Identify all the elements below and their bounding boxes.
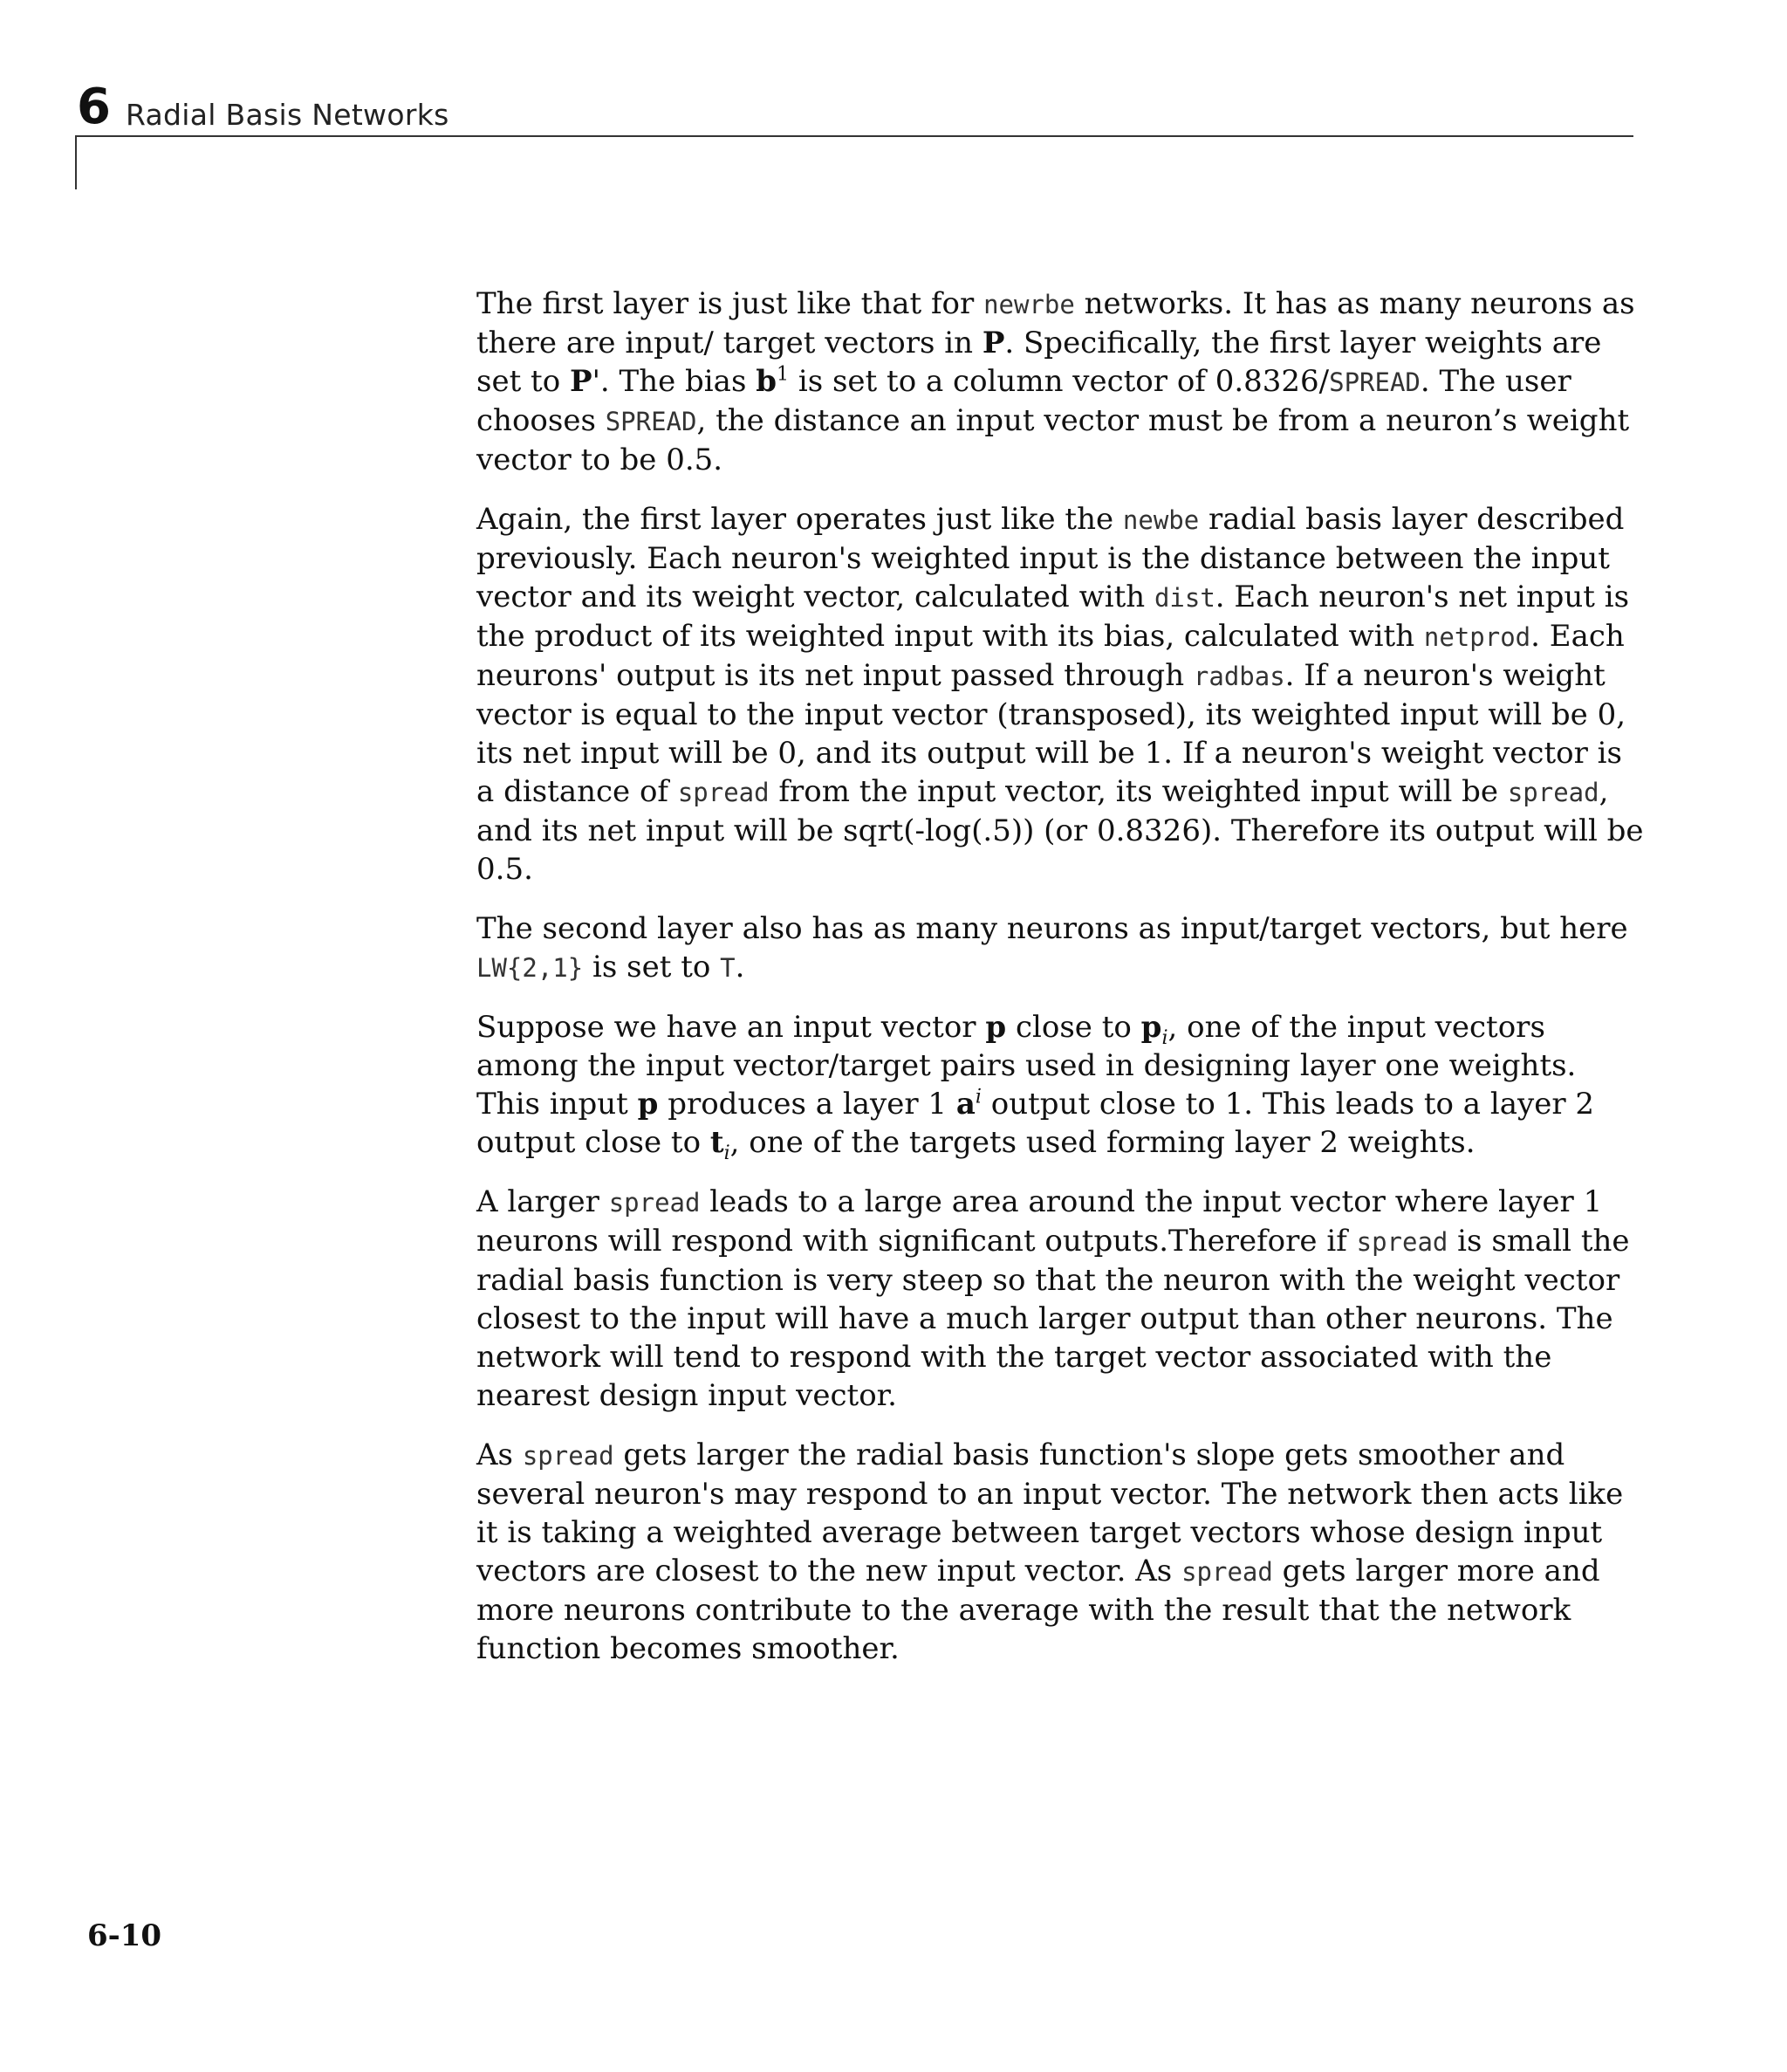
bold-symbol: p	[1140, 1010, 1162, 1045]
code-term: spread	[1507, 778, 1599, 807]
paragraph-6: As spread gets larger the radial basis function's slope gets smoother and several neuron's may respond to an input vector. The network then acts like it is taking a weighted average between target vectors whose design input vectors are closest to the new input vector. As spread gets larger more and more neurons contribute to the average with the result that the network function becomes smoother.	[476, 1437, 1624, 1666]
body-text	[476, 285, 1646, 1689]
code-term: spread	[1181, 1557, 1273, 1587]
superscript: i	[975, 1085, 982, 1108]
page-header	[77, 77, 1633, 138]
paragraph-3: The second layer also has as many neurons as input/target vectors, but here LW{2,1} is set to T.	[476, 911, 1628, 985]
code-term: SPREAD	[1329, 367, 1421, 397]
subscript: i	[1161, 1026, 1168, 1049]
code-term: radbas	[1193, 662, 1285, 691]
code-term: spread	[1356, 1227, 1448, 1257]
code-term: netprod	[1423, 622, 1531, 652]
code-term: SPREAD	[605, 407, 697, 436]
code-term: newrbe	[983, 290, 1075, 319]
bold-symbol: b	[756, 364, 777, 399]
code-term: spread	[677, 778, 770, 807]
paragraph-1: The first layer is just like that for newrbe networks. It has as many neurons as there are input/ target vectors in P. Specifically, the first layer weights are set to P'. The bias $b^1$ is set to a column vector of 0.8326/SPREAD. The user chooses SPREAD, the distance an input vector must be from a neuron’s weight vector to be 0.5.	[476, 286, 1635, 477]
code-term: dist	[1154, 583, 1215, 613]
bold-symbol: P	[982, 326, 1005, 360]
bold-symbol: P	[569, 364, 592, 399]
code-term: LW{2,1}	[476, 953, 584, 983]
paragraph-4: Suppose we have an input vector p close to $p_i$, one of the input vectors among the input vector/target pairs used in designing layer one weights. This input p produces a layer 1 $a^i$ output close to 1. This leads to a layer 2 output close to $t_i$, one of the targets used forming layer 2 weights.	[476, 1010, 1595, 1164]
code-term: spread	[608, 1188, 701, 1218]
bold-symbol: p	[637, 1087, 659, 1122]
subscript: i	[723, 1141, 730, 1164]
superscript: 1	[776, 362, 790, 386]
chapter-number: 6	[77, 79, 111, 135]
bold-symbol: t	[709, 1125, 724, 1160]
code-term: T	[720, 953, 736, 983]
bold-symbol: p	[985, 1010, 1007, 1045]
paragraph-2: Again, the first layer operates just like the newbe radial basis layer described previously. Each neuron's weighted input is the distance between the input vector and its weight vector, calculated with dist. Each neuron's net input is the product of its weighted input with its bias, calculated with netprod. Each neurons' output is its net input passed through radbas. If a neuron's weight vector is equal to the input vector (transposed), its weighted input will be 0, its net input will be 0, and its output will be 1. If a neuron's weight vector is a distance of spread from the input vector, its weighted input will be spread, and its net input will be sqrt(-log(.5)) (or 0.8326). Therefore its output will be 0.5.	[476, 502, 1644, 887]
paragraph-5: A larger spread leads to a large area around the input vector where layer 1 neurons will respond with significant outputs.Therefore if spread is small the radial basis function is very steep so that the neuron with the weight vector closest to the input will have a much larger output than other neurons. The network will tend to respond with the target vector associated with the nearest design input vector.	[476, 1184, 1630, 1413]
chapter-title: Radial Basis Networks	[126, 98, 449, 132]
header-rule-vertical	[75, 135, 77, 189]
code-term: newbe	[1122, 505, 1200, 535]
page-number: 6-10	[87, 1918, 162, 1953]
bold-symbol: a	[955, 1087, 976, 1122]
code-term: spread	[522, 1441, 614, 1471]
header-rule	[77, 135, 1633, 137]
